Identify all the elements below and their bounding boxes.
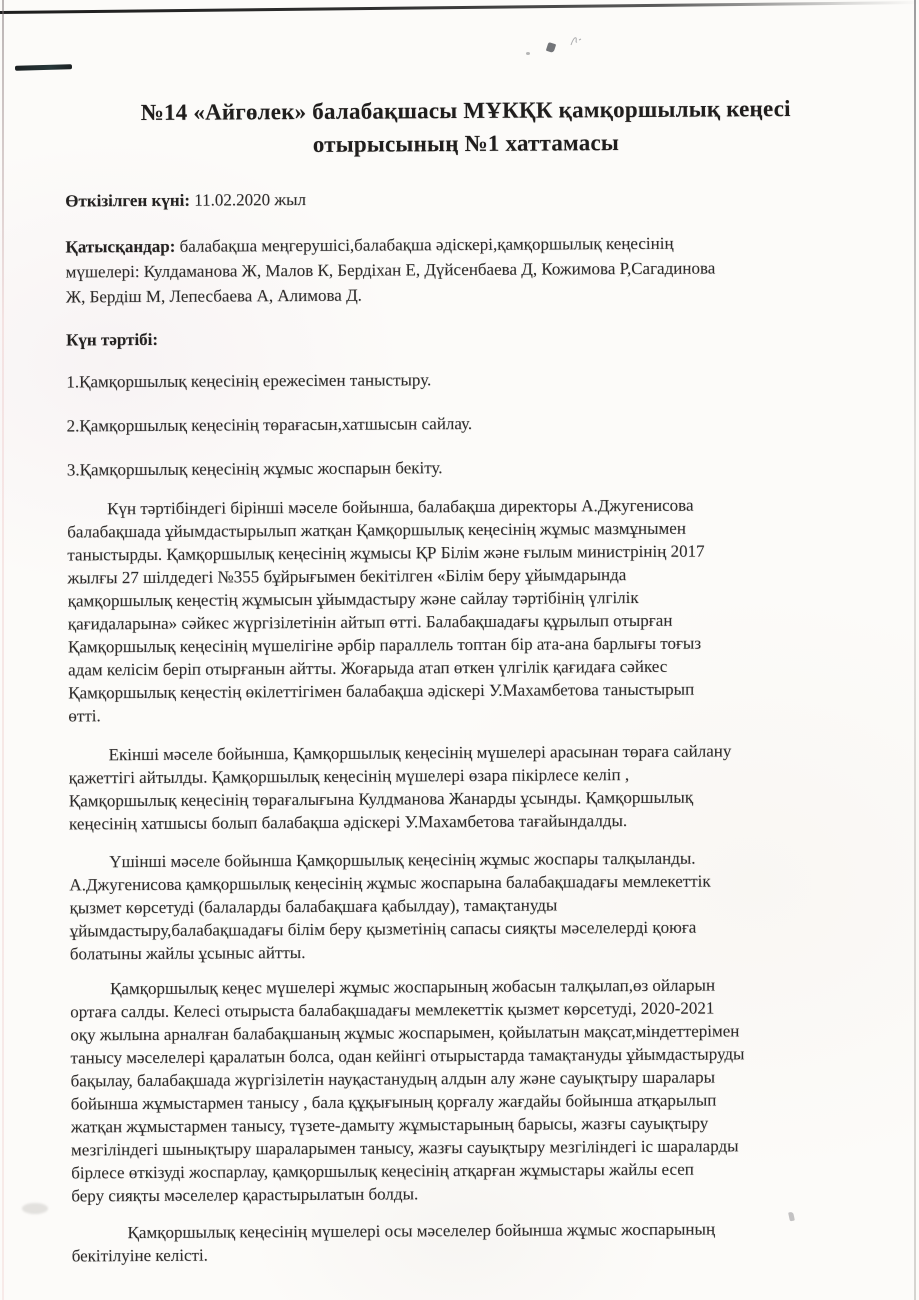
agenda-heading: Күн тәртібі: (66, 329, 159, 350)
meeting-date-line (65, 185, 867, 214)
participants-line (65, 230, 867, 310)
minutes-paragraph-3: Үшінші мәселе бойынша Қамқоршылық кеңесінің жұмыс жоспары талқыланды. А.Джугенисова қамқоршылық кеңесінің жұмыс жоспарына балабақшадағы мемлекеттік қызмет көрсетуді (балаларды балабақшаға қабылдау), тамақтануды ұйымдастыру,балабақшадағы білім беру қызметінің сапасы сияқты мәселелерді қоюға болатыны жайлы ұсыныс айтты. (69, 848, 711, 964)
meeting-date-value: 11.02.2020 жыл (194, 189, 307, 210)
minutes-paragraph-5: Қамқоршылық кеңесінің мүшелері осы мәселелер бойынша жұмыс жоспарының бекітілуіне келісті. (71, 1219, 716, 1266)
meeting-date-label: Өткізілген күні: (65, 190, 191, 211)
document-content (64, 0, 874, 1267)
document-title: №14 «Айгөлек» балабақшасы МҰКҚК қамқоршылық кеңесі отырысының №1 хаттамасы (140, 96, 791, 157)
agenda-item-2: 2.Қамқоршылық кеңесінің төрағасын,хатшысын сайлау. (66, 413, 473, 436)
minutes-paragraph-1: Күн тәртібіндегі бірінші мәселе бойынша, балабақша директоры А.Джугенисова балабақшада ұйымдастырылып жатқан Қамқоршылық кеңесінің жұмыс мазмұнымен таныстырды. Қамқоршылық кеңесінің жұмысы ҚР Білім және ғылым министрінің 2017 жылғы 27 шілдедегі №355 бұйрығымен бекітілген «Білім беру ұйымдарында қамқоршылық кеңестің жұмысын ұйымдастыру және сайлау тәртібінің үлгілік қағидаларына» сәйкес жүргізілетінін айтып өтті. Балабақшадағы құрылып отырған Қамқоршылық кеңесінің мүшелігіне әрбір параллель топтан бір ата-ана барлығы тоғыз адам келісім беріп отырғанын айтты. Жоғарыда атап өткен үлгілік қағидаға сәйкес Қамқоршылық кеңестің өкілеттігімен балабақша әдіскері У.Махамбетова таныстырып өтті. (67, 495, 705, 726)
scan-right-edge-line (914, 0, 916, 1300)
minutes-paragraph-2: Екінші мәселе бойынша, Қамқоршылық кеңесінің мүшелері арасынан төраға сайлану қажеттігі айтылды. Қамқоршылық кеңесінің мүшелері өзара пікірлесе келіп , Қамқоршылық кеңесінің төрағалығына Кулдманова Жанарды ұсынды. Қамқоршылық кеңесінің хатшысы болып балабақша әдіскері У.Махамбетова тағайындалды. (68, 741, 732, 834)
scan-left-edge-line (2, 0, 4, 1300)
participants-label: Қатысқандар: (65, 236, 176, 257)
agenda-item-3: 3.Қамқоршылық кеңесінің жұмыс жоспарын бекіту. (66, 458, 443, 480)
minutes-paragraph-4: Қамқоршылық кеңес мүшелері жұмыс жоспарының жобасын талқылап,өз ойларын ортаға салды. Келесі отырыста балабақшадағы мемлекеттік қызмет көрсетуді, 2020-2021 оқу жылына арналған балабақшаның жұмыс жоспарымен, қойылатын мақсат,міндеттерімен танысу мәселелері қаралатын болса, одан кейінгі отырыстарда тамақтануды ұйымдастыруды бақылау, балабақшада жүргізілетін науқастанудың алдын алу және сауықтыру шаралары бойынша жұмыстармен танысу , бала құқығының қорғалу жағдайы бойынша атқарылып жатқан жұмыстармен танысу, түзете-дамыту жұмыстарының барысы, жазғы сауықтыру мезгіліндегі шынықтыру шараларымен танысу, жазғы сауықтыру мезгіліндегі іс шараларды бірлесе өткізуді жоспарлау, қамқоршылық кеңесінің атқарған жұмыстары жайлы есеп беру сияқты мәселелер қарастырылатын болды. (70, 975, 745, 1206)
agenda-item-1: 1.Қамқоршылық кеңесінің ережесімен таныстыру. (66, 370, 432, 392)
scan-smudge (22, 1203, 48, 1214)
participants-list: балабақша меңгерушісі,балабақша әдіскері,қамқоршылық кеңесінің мүшелері: Кулдаманова Ж, Малов К, Бердіхан Е, Дүйсенбаева Д, Кожимова Р,Сагадинова Ж, Бердіш М, Лепесбаева А, Алимова Д. (65, 233, 716, 307)
